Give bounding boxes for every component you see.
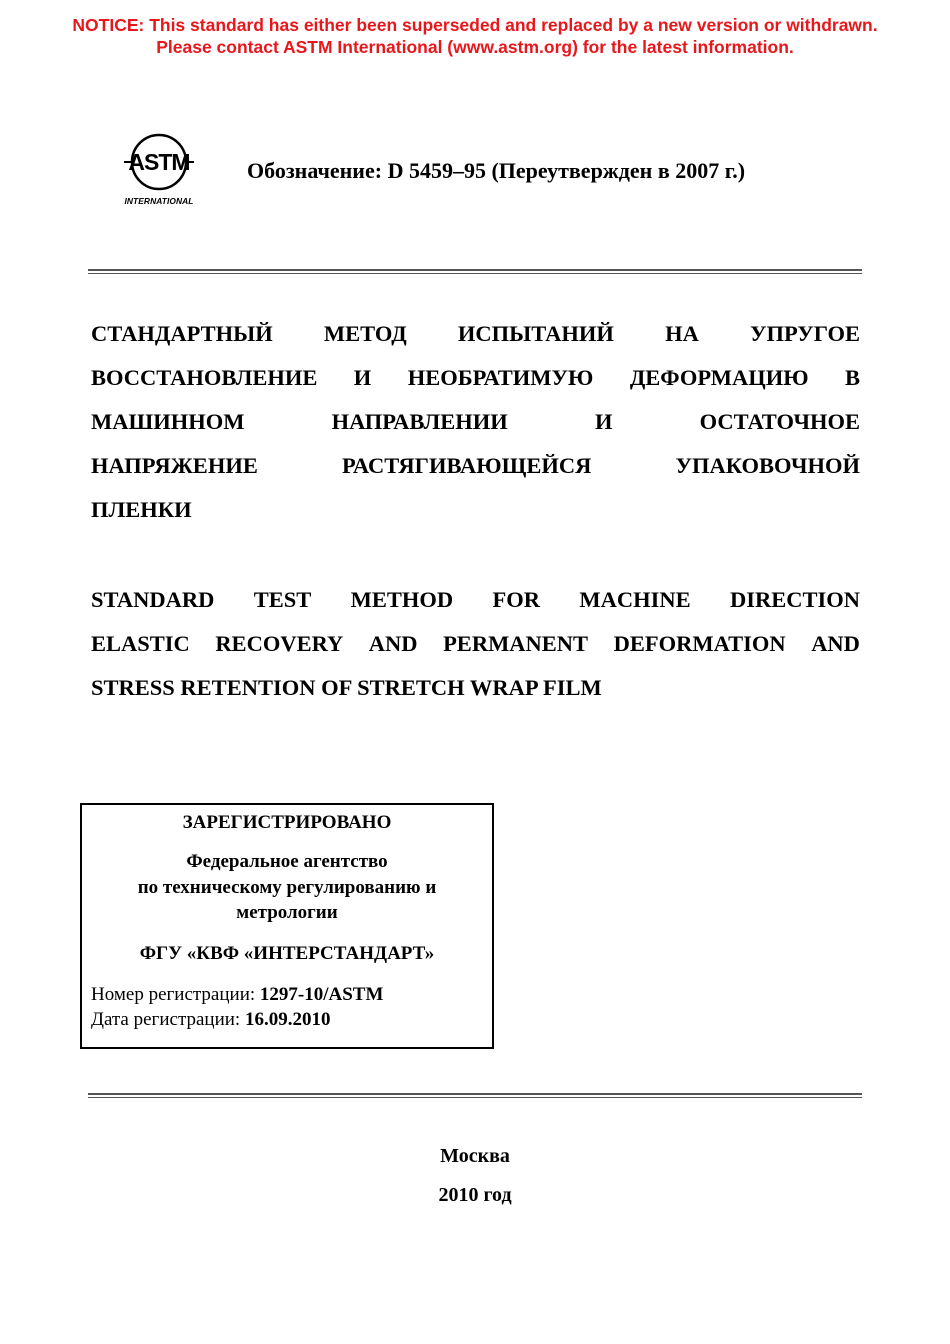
title-word: DIRECTION xyxy=(729,587,860,612)
title-en-line xyxy=(91,578,860,622)
title-word: ВОССТАНОВЛЕНИЕ xyxy=(91,365,318,390)
notice-line-1: NOTICE: This standard has either been superseded and replaced by a new version or withdrawn. xyxy=(72,15,878,35)
title-word: ДЕФОРМАЦИЮ xyxy=(629,365,809,390)
footer-city: Москва xyxy=(440,1145,510,1167)
registration-number xyxy=(91,984,383,1006)
title-word: НЕОБРАТИМУЮ xyxy=(407,365,594,390)
title-word: УПРУГОЕ xyxy=(750,321,860,346)
title-english xyxy=(91,578,860,710)
registration-date xyxy=(91,1009,330,1031)
title-ru-line xyxy=(91,312,860,356)
title-word: УПАКОВОЧНОЙ xyxy=(675,453,860,478)
astm-logo xyxy=(116,130,202,208)
title-russian xyxy=(91,312,860,532)
title-ru-line xyxy=(91,400,860,444)
title-word: TEST xyxy=(253,587,312,612)
title-ru-line xyxy=(91,444,860,488)
title-word: AND xyxy=(811,631,860,656)
organization-name: ФГУ «КВФ «ИНТЕРСТАНДАРТ» xyxy=(139,943,435,964)
top-divider xyxy=(88,269,862,274)
title-word: STRESS RETENTION OF STRETCH WRAP FILM xyxy=(91,675,602,700)
title-word: STANDARD xyxy=(91,587,215,612)
registration-box xyxy=(80,803,494,1049)
title-en-line xyxy=(91,622,860,666)
title-word: И xyxy=(594,409,613,434)
notice-line-2: Please contact ASTM International (www.astm.org) for the latest information. xyxy=(156,37,794,57)
title-word: И xyxy=(353,365,372,390)
astm-logo-icon xyxy=(116,130,202,198)
logo-label: INTERNATIONAL xyxy=(124,196,194,206)
registration-number-label: Номер регистрации: xyxy=(91,984,260,1005)
registration-date-value: 16.09.2010 xyxy=(244,1009,331,1030)
title-word: ОСТАТОЧНОЕ xyxy=(699,409,860,434)
title-word: ИСПЫТАНИЙ xyxy=(457,321,614,346)
title-word: НАПРАВЛЕНИИ xyxy=(331,409,508,434)
title-ru-line xyxy=(91,356,860,400)
title-word: РАСТЯГИВАЮЩЕЙСЯ xyxy=(341,453,592,478)
title-word: METHOD xyxy=(350,587,454,612)
title-word: НАПРЯЖЕНИЕ xyxy=(91,453,258,478)
title-word: МЕТОД xyxy=(323,321,407,346)
registration-number-value: 1297-10/ASTM xyxy=(259,984,384,1005)
title-ru-line xyxy=(91,488,860,532)
footer-year: 2010 год xyxy=(438,1184,512,1206)
logo-letters: ASTM xyxy=(128,149,190,175)
registration-date-label: Дата регистрации: xyxy=(91,1009,245,1030)
title-word: AND xyxy=(368,631,418,656)
agency-line-3: метрологии xyxy=(236,902,338,923)
title-word: НА xyxy=(665,321,699,346)
title-word: RECOVERY xyxy=(215,631,344,656)
notice-banner xyxy=(0,14,950,58)
title-word: ПЛЕНКИ xyxy=(91,497,192,522)
title-word: DEFORMATION xyxy=(613,631,786,656)
bottom-divider xyxy=(88,1093,862,1098)
title-word: СТАНДАРТНЫЙ xyxy=(91,321,273,346)
title-word: PERMANENT xyxy=(443,631,589,656)
title-word: В xyxy=(844,365,860,390)
title-word: ELASTIC xyxy=(91,631,190,656)
title-word: FOR xyxy=(492,587,540,612)
title-word: MACHINE xyxy=(579,587,691,612)
title-word: МАШИННОМ xyxy=(91,409,245,434)
title-en-line xyxy=(91,666,860,710)
agency-line-2: по техническому регулированию и xyxy=(137,877,437,898)
registration-heading: ЗАРЕГИСТРИРОВАНО xyxy=(182,812,392,833)
agency-line-1: Федеральное агентство xyxy=(186,851,388,872)
designation-heading: Обозначение: D 5459–95 (Переутвержден в 2007 г.) xyxy=(247,158,746,183)
